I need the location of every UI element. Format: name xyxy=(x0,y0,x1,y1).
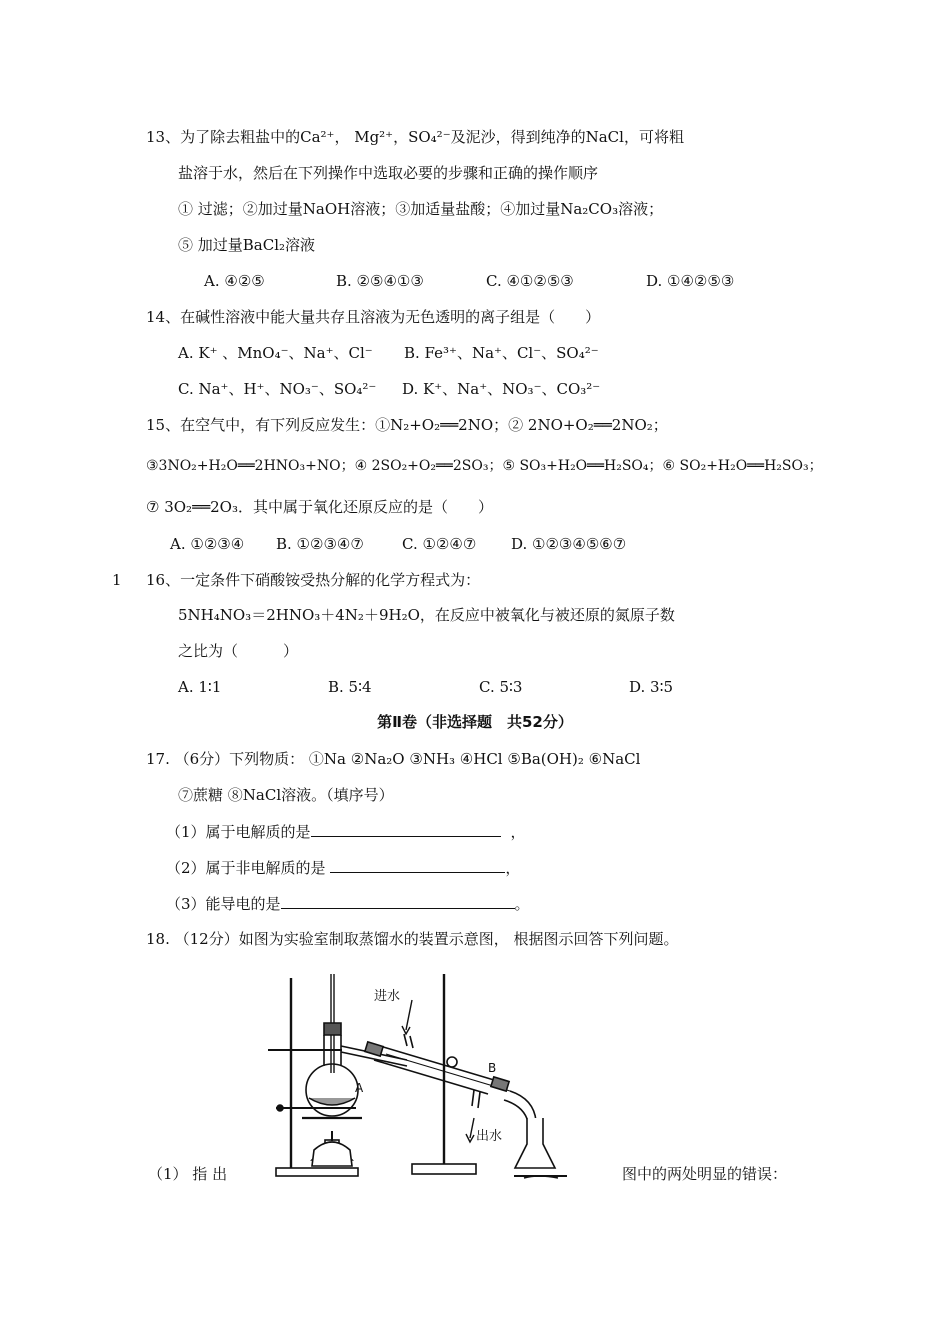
q17-sub2 xyxy=(166,857,520,878)
q17-sub2-blank[interactable] xyxy=(330,857,505,873)
q13-line3: ① 过滤；②加过量NaOH溶液；③加适量盐酸；④加过量Na₂CO₃溶液； xyxy=(178,200,664,218)
q13-line4: ⑤ 加过量BaCl₂溶液 xyxy=(178,236,316,254)
q13-line2: 盐溶于水，然后在下列操作中选取必要的步骤和正确的操作顺序 xyxy=(178,164,599,182)
q17-sub1 xyxy=(166,821,526,842)
q15-line2: ③3NO₂+H₂O══2HNO₃+NO；④ 2SO₂+O₂══2SO₃；⑤ SO₃+H₂O══H₂SO₄；⑥ SO₂+H₂O══H₂SO₃； xyxy=(146,458,823,474)
q18-sub1-right: 图中的两处明显的错误： xyxy=(622,1165,788,1183)
label-b: B xyxy=(488,1061,497,1075)
q18-sub1-left: （1） 指 出 xyxy=(148,1165,228,1183)
q13-line1: 13、为了除去粗盐中的Ca²⁺， Mg²⁺，SO₄²⁻及泥沙，得到纯净的NaCl，可将粗 xyxy=(146,128,684,146)
distillation-apparatus-figure xyxy=(262,968,572,1186)
q17-sub1-end: ， xyxy=(510,823,526,841)
section-title: 第Ⅱ卷（非选择题 共52分） xyxy=(377,713,573,731)
q16-line1: 16、一定条件下硝酸铵受热分解的化学方程式为： xyxy=(146,571,481,589)
q14-option-d: D. K⁺、Na⁺、NO₃⁻、CO₃²⁻ xyxy=(402,380,601,398)
q17-sub2-label: （2）属于非电解质的是 xyxy=(166,859,331,877)
q16-option-a: A. 1∶1 xyxy=(178,678,222,696)
q15-line3: ⑦ 3O₂══2O₃．其中属于氧化还原反应的是（ ） xyxy=(146,498,493,516)
q15-option-b: B. ①②③④⑦ xyxy=(276,535,364,553)
label-water-inlet: 进水 xyxy=(374,989,401,1004)
margin-mark: 1 xyxy=(112,571,122,589)
label-water-outlet: 出水 xyxy=(476,1129,503,1144)
q17-sub1-blank[interactable] xyxy=(311,821,501,837)
q14-option-b: B. Fe³⁺、Na⁺、Cl⁻、SO₄²⁻ xyxy=(404,344,599,362)
q16-option-b: B. 5∶4 xyxy=(328,678,372,696)
q14-option-c: C. Na⁺、H⁺、NO₃⁻、SO₄²⁻ xyxy=(178,380,377,398)
q13-option-b: B. ②⑤④①③ xyxy=(336,272,424,290)
q13-option-d: D. ①④②⑤③ xyxy=(646,272,735,290)
q14-stem: 14、在碱性溶液中能大量共存且溶液为无色透明的离子组是（ ） xyxy=(146,308,601,326)
q16-line2: 5NH₄NO₃＝2HNO₃＋4N₂＋9H₂O，在反应中被氧化与被还原的氮原子数 xyxy=(178,606,675,624)
q16-line3: 之比为（ ） xyxy=(178,642,299,660)
q17-sub3-blank[interactable] xyxy=(281,893,515,909)
q18-stem: 18. （12分）如图为实验室制取蒸馏水的装置示意图， 根据图示回答下列问题。 xyxy=(146,930,679,948)
q16-option-d: D. 3∶5 xyxy=(629,678,674,696)
q15-option-a: A. ①②③④ xyxy=(170,535,245,553)
q17-line2: ⑦蔗糖 ⑧NaCl溶液。（填序号） xyxy=(178,786,394,804)
q15-option-d: D. ①②③④⑤⑥⑦ xyxy=(511,535,627,553)
q16-option-c: C. 5∶3 xyxy=(479,678,523,696)
q17-sub2-end: ， xyxy=(505,859,521,877)
q17-sub3-label: （3）能导电的是 xyxy=(166,895,281,913)
q17-sub3 xyxy=(166,893,530,914)
label-a: A xyxy=(355,1081,364,1095)
q15-option-c: C. ①②④⑦ xyxy=(402,535,477,553)
q14-option-a: A. K⁺ 、MnO₄⁻、Na⁺、Cl⁻ xyxy=(178,344,373,362)
q15-line1: 15、在空气中，有下列反应发生：①N₂+O₂══2NO；② 2NO+O₂══2NO₂； xyxy=(146,416,668,434)
q17-sub1-label: （1）属于电解质的是 xyxy=(166,823,311,841)
q13-option-a: A. ④②⑤ xyxy=(204,272,265,290)
q17-sub3-end: 。 xyxy=(514,895,530,913)
q17-line1: 17. （6分）下列物质： ①Na ②Na₂O ③NH₃ ④HCl ⑤Ba(OH)₂ ⑥NaCl xyxy=(146,750,641,768)
q13-option-c: C. ④①②⑤③ xyxy=(486,272,574,290)
